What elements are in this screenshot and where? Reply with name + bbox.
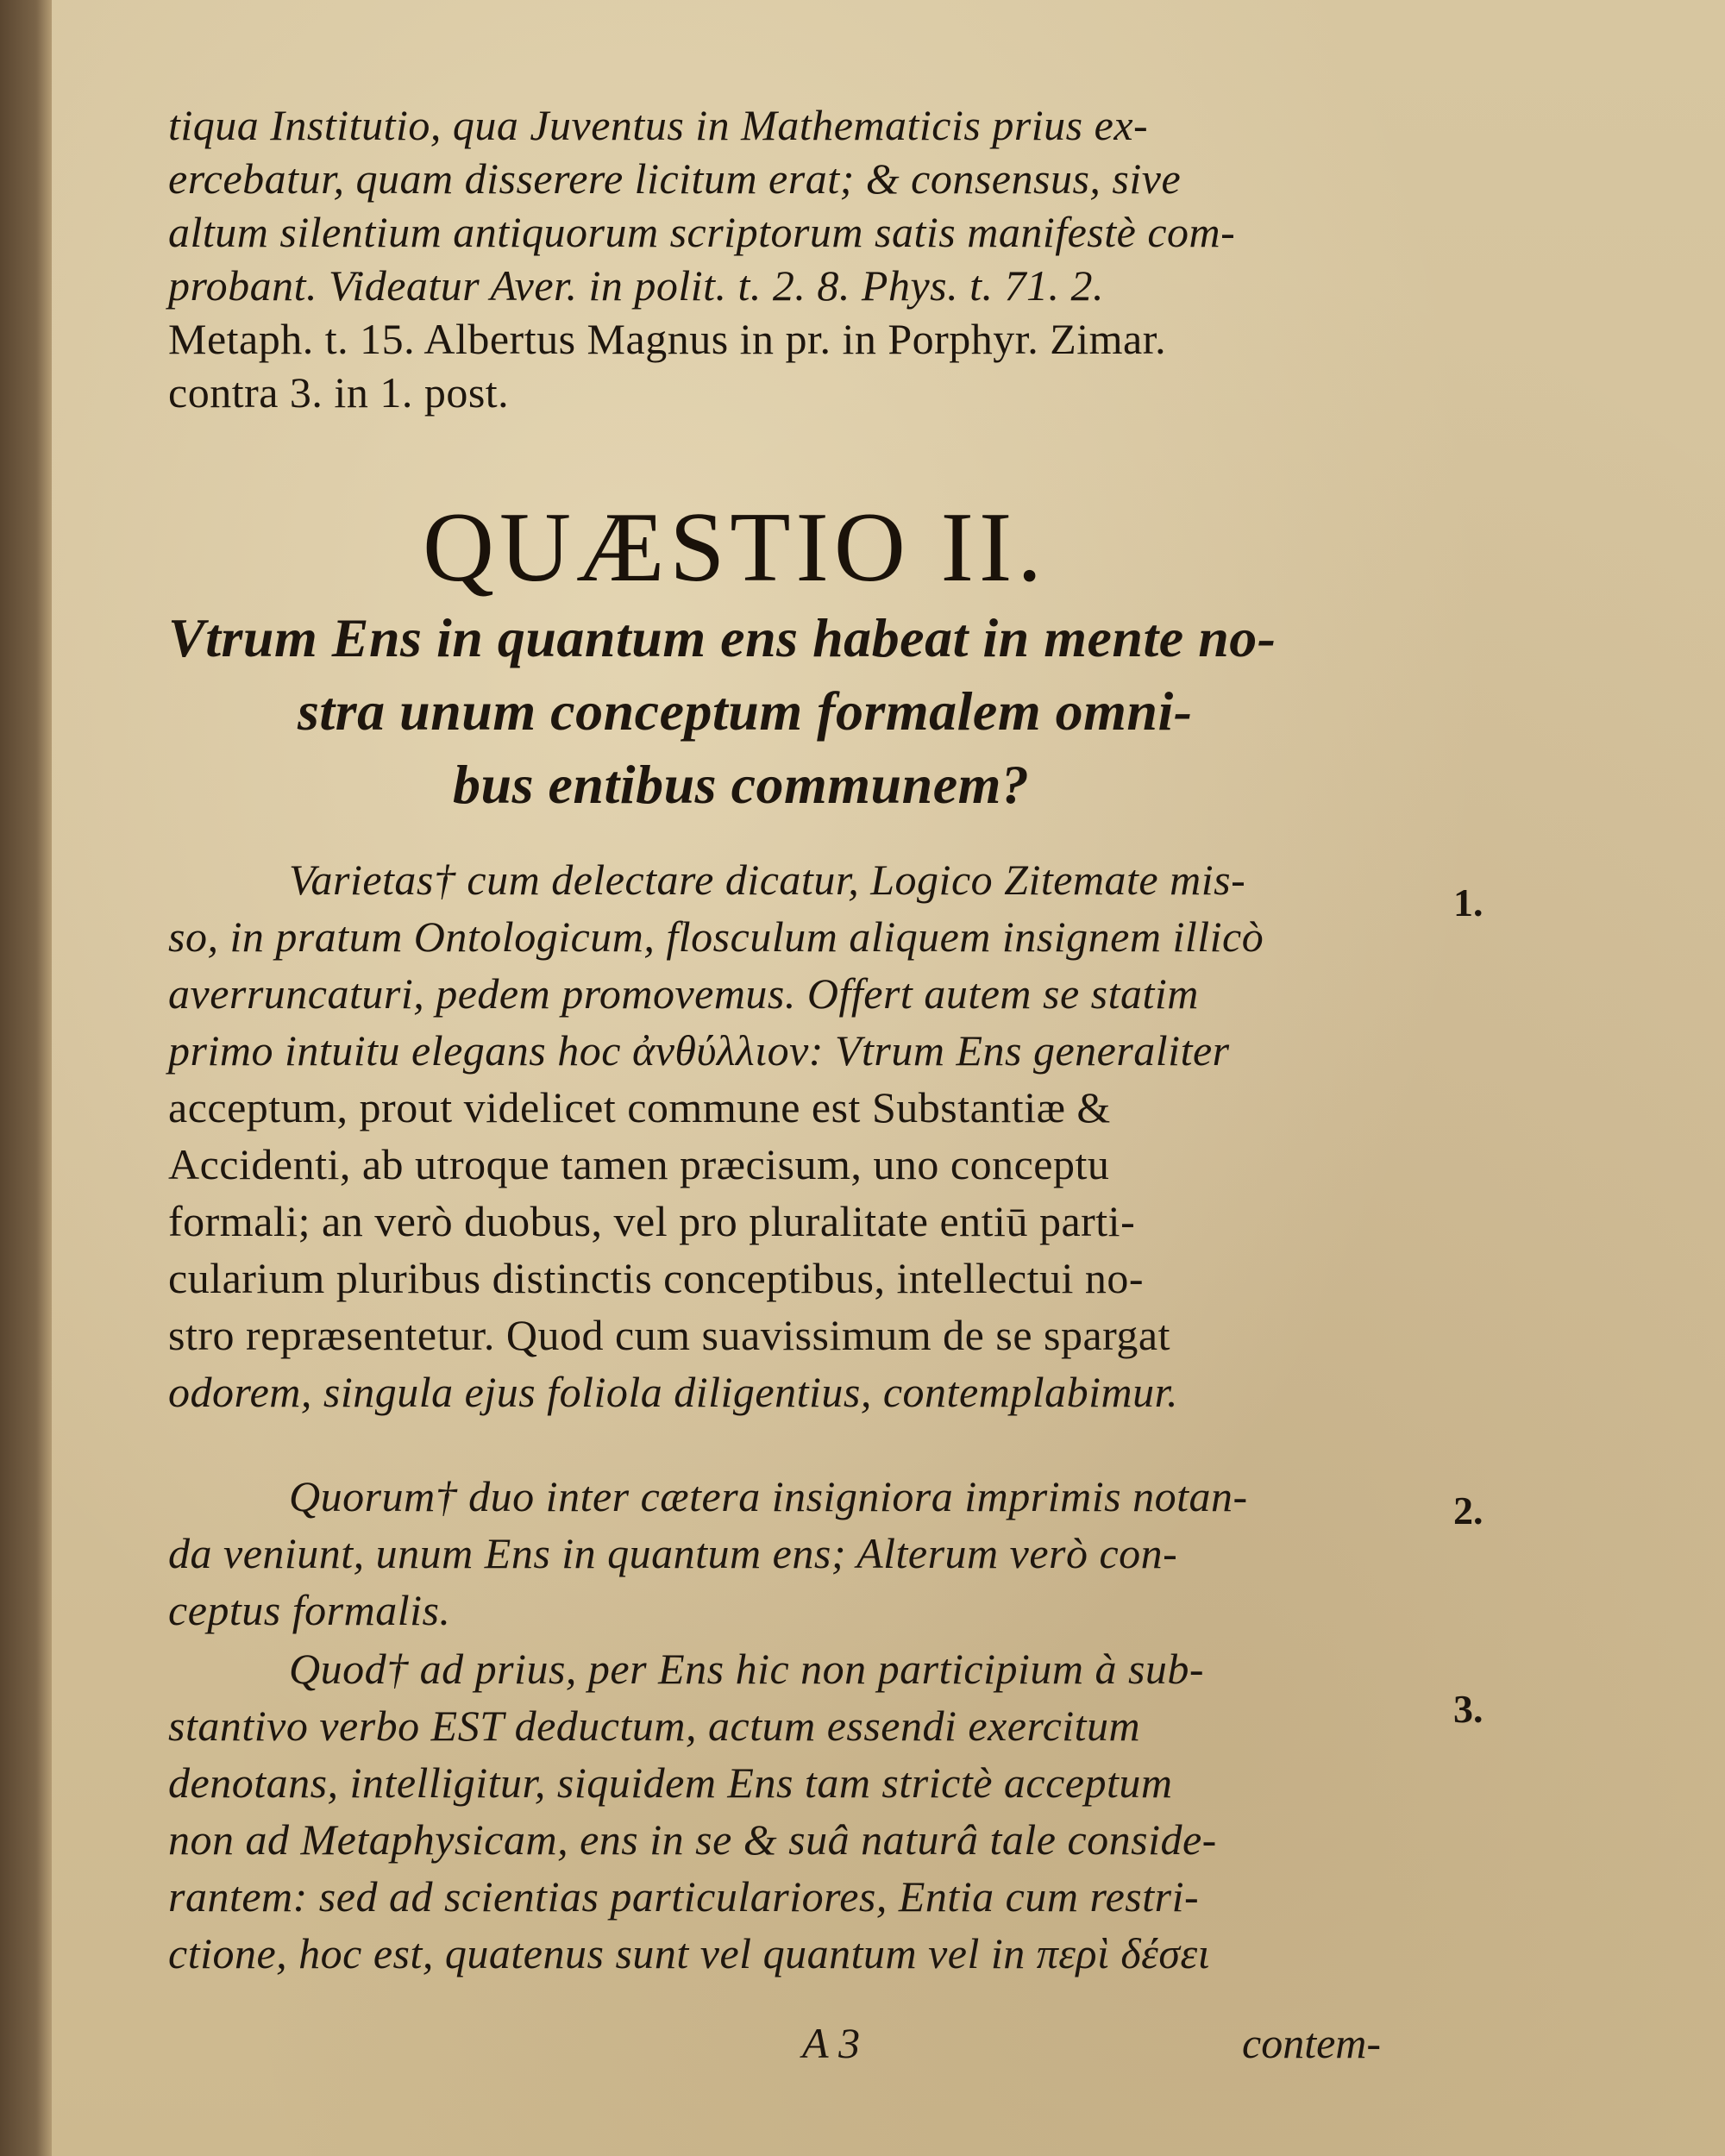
text-line: odorem, singula ejus foliola diligentius, contemplabimur. [168, 1368, 1179, 1416]
text-line: formali; an verò duobus, vel pro pluralitate entiū parti- [168, 1197, 1136, 1245]
text-line: altum silentium antiquorum scriptorum satis manifestè com- [168, 208, 1236, 256]
text-line: probant. Videatur Aver. in polit. t. 2. 8. Phys. t. 71. 2. [168, 261, 1104, 310]
margin-number: 2. [1453, 1489, 1484, 1532]
text-line: da veniunt, unum Ens in quantum ens; Alterum verò con- [168, 1529, 1178, 1577]
text-line: Quod† ad prius, per Ens hic non participium à sub- [289, 1645, 1205, 1693]
book-binding-edge [0, 0, 52, 2156]
text-line: non ad Metaphysicam, ens in se & suâ naturâ tale conside- [168, 1815, 1217, 1864]
text-line: cularium pluribus distinctis conceptibus, intellectui no- [168, 1254, 1145, 1302]
text-line: ercebatur, quam disserere licitum erat; & consensus, sive [168, 154, 1182, 203]
question-title: QUÆSTIO II. [423, 492, 1047, 602]
text-line: rantem: sed ad scientias particulariores, Entia cum restri- [168, 1872, 1200, 1921]
heading-line: bus entibus communem? [453, 754, 1030, 815]
text-line: contra 3. in 1. post. [168, 368, 510, 417]
signature-mark: A 3 [802, 2019, 861, 2067]
text-line: ctione, hoc est, quatenus sunt vel quantum vel in περὶ δέσει [168, 1929, 1211, 1977]
text-line: Accidenti, ab utroque tamen præcisum, uno conceptu [168, 1140, 1110, 1188]
book-page [52, 0, 1725, 2156]
text-line: tiqua Institutio, qua Juventus in Mathematicis prius ex- [168, 101, 1149, 149]
text-line: stantivo verbo EST deductum, actum essendi exercitum [168, 1702, 1141, 1750]
text-line: Varietas† cum delectare dicatur, Logico Zitemate mis- [289, 856, 1246, 904]
heading-line: stra unum conceptum formalem omni- [298, 680, 1193, 742]
text-line: averruncaturi, pedem promovemus. Offert autem se statim [168, 969, 1199, 1018]
heading-line: Vtrum Ens in quantum ens habeat in mente no- [168, 607, 1276, 668]
text-line: stro repræsentetur. Quod cum suavissimum de se spargat [168, 1311, 1171, 1359]
text-line: so, in pratum Ontologicum, flosculum aliquem insignem illicò [168, 912, 1264, 961]
text-line: primo intuitu elegans hoc ἀνθύλλιον: Vtrum Ens generaliter [168, 1026, 1230, 1075]
text-line: Quorum† duo inter cætera insigniora imprimis notan- [289, 1472, 1248, 1520]
margin-number: 3. [1453, 1687, 1484, 1731]
catchword: contem- [1242, 2019, 1382, 2067]
text-line: ceptus formalis. [168, 1586, 451, 1634]
margin-number: 1. [1453, 881, 1484, 924]
text-line: acceptum, prout videlicet commune est Substantiæ & [168, 1083, 1111, 1131]
text-line: Metaph. t. 15. Albertus Magnus in pr. in Porphyr. Zimar. [168, 315, 1167, 363]
text-line: denotans, intelligitur, siquidem Ens tam strictè acceptum [168, 1758, 1173, 1807]
